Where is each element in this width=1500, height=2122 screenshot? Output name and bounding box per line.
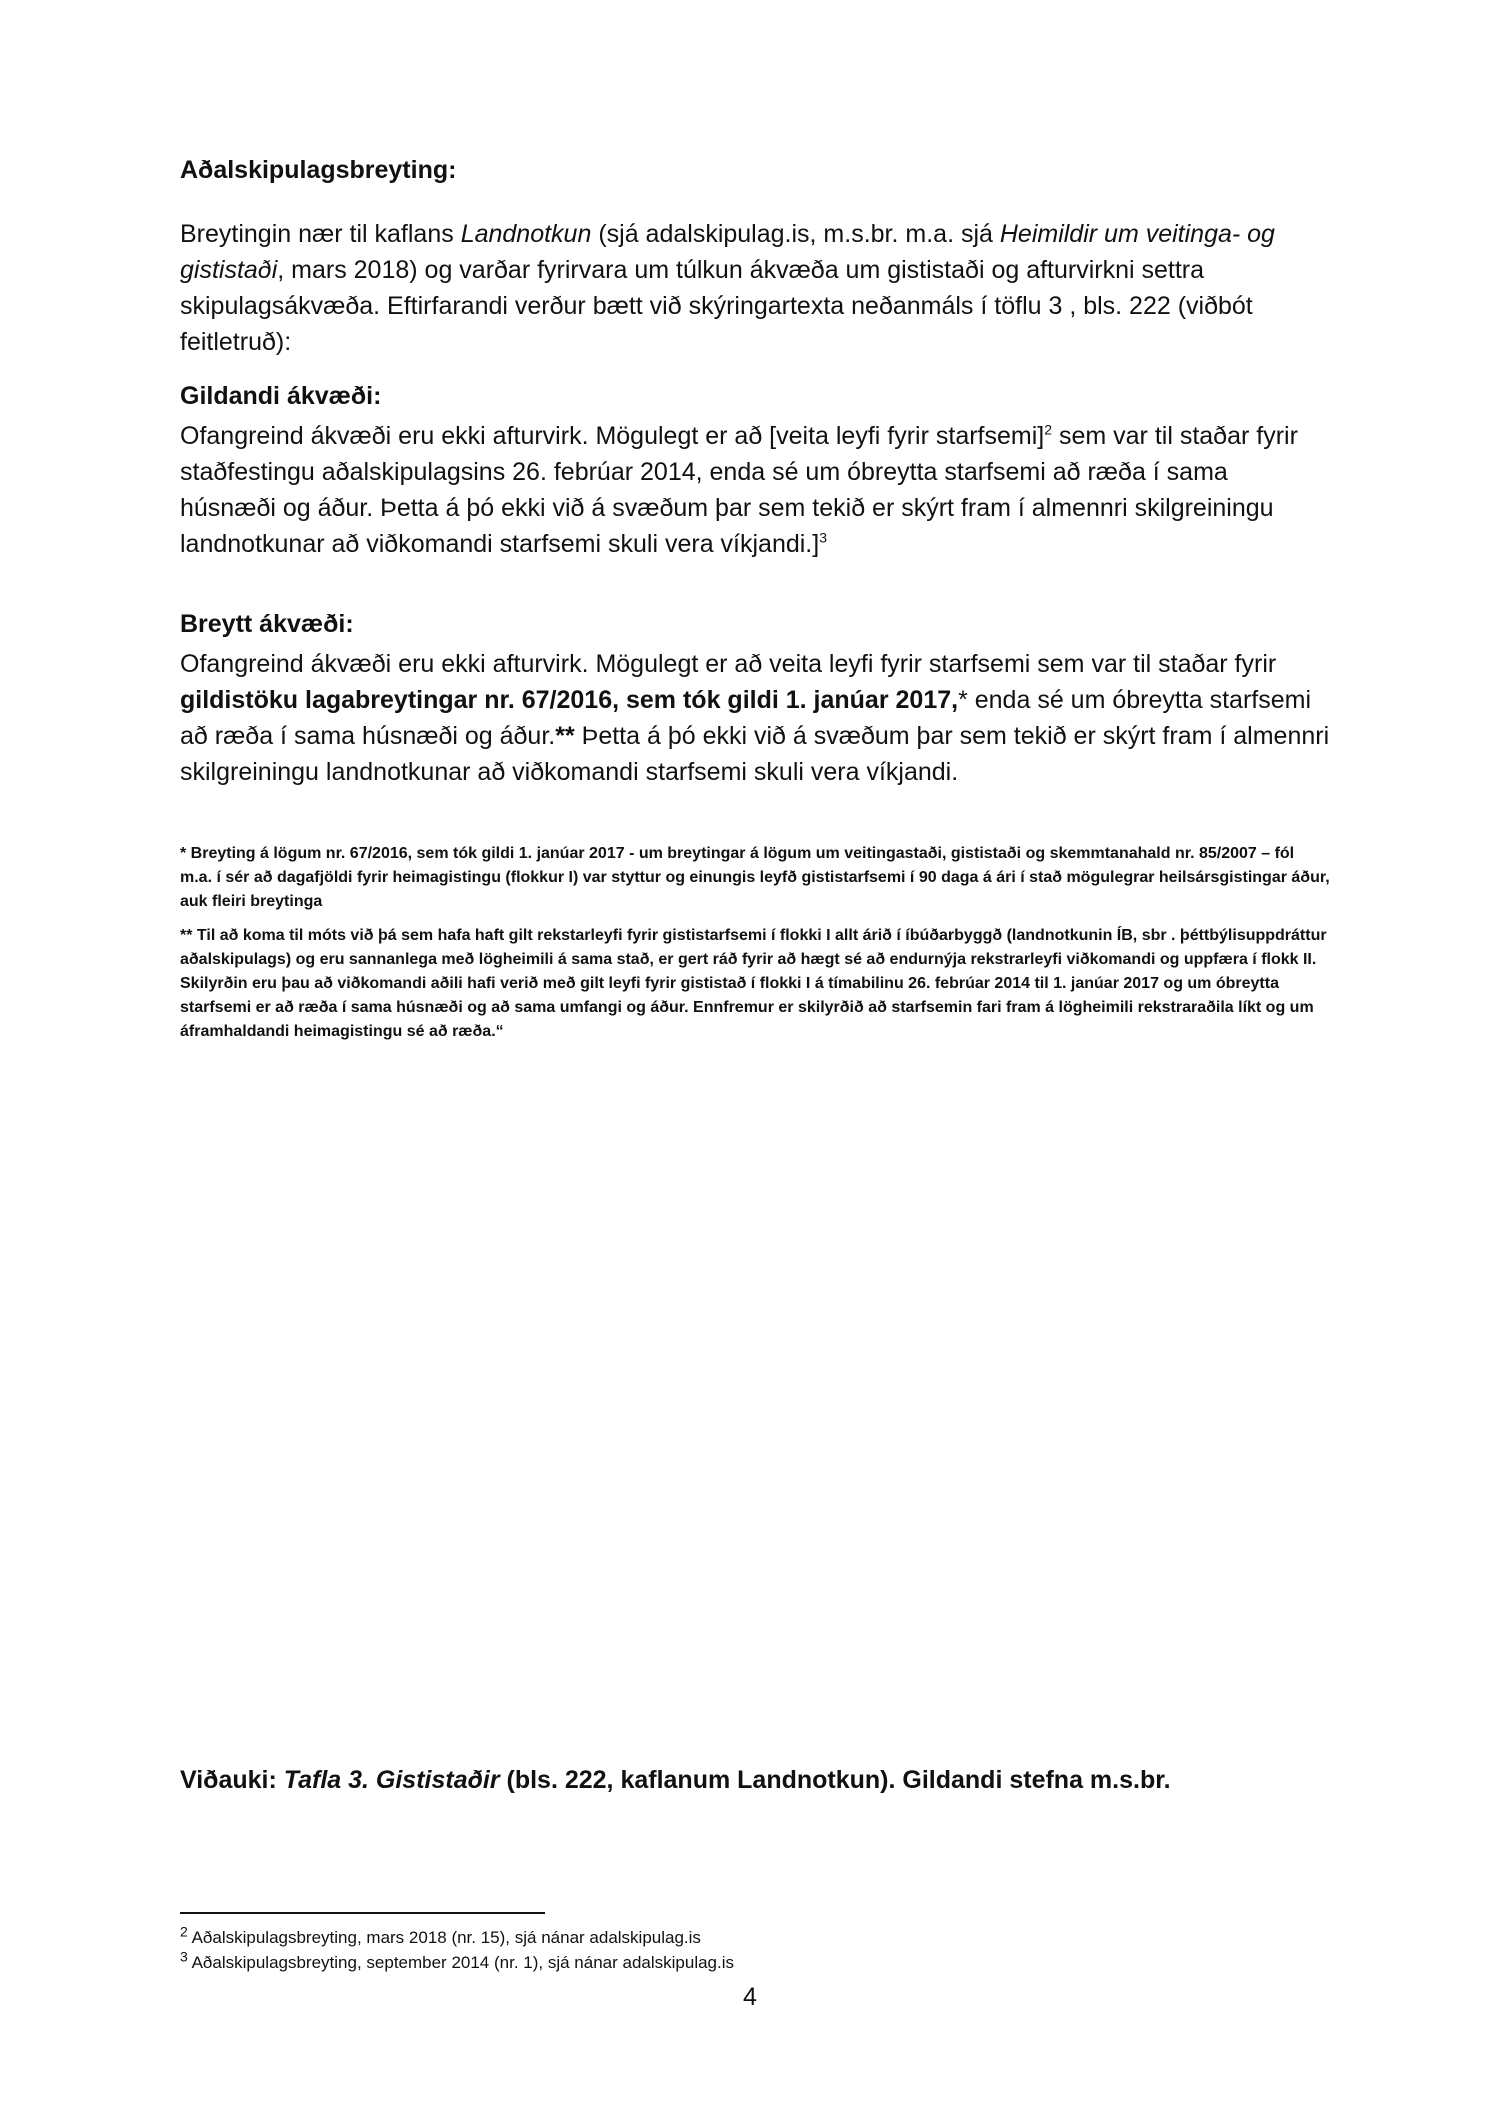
intro-italic-2: Heimildir um veitinga- og gististaði bbox=[180, 220, 1275, 284]
footnote-ref-2: 2 bbox=[1044, 421, 1053, 438]
breytt-bold-1: gildistöku lagabreytingar nr. 67/2016, sem tók gildi 1. janúar 2017, bbox=[180, 686, 959, 714]
intro-paragraph bbox=[180, 216, 1330, 360]
page-heading: Aðalskipulagsbreyting: bbox=[180, 156, 457, 184]
gildandi-heading: Gildandi ákvæði: bbox=[180, 382, 382, 410]
footnote-ref-3: 3 bbox=[819, 529, 827, 546]
footnote-2 bbox=[180, 1923, 1330, 1949]
gildandi-text-2: sem var til staðar fyrir staðfestingu aðalskipulagsins 26. febrúar 2014, enda sé um óbreytta starfsemi að ræða í sama húsnæði og áður. Þetta á þó ekki við á svæðum þar sem tekið er skýrt fram í almennri skilgreiningu landnotkunar að viðkomandi starfsemi skuli vera víkjandi.] bbox=[180, 422, 1298, 558]
breytt-heading: Breytt ákvæði: bbox=[180, 610, 354, 638]
appendix-rest: (bls. 222, kaflanum Landnotkun). Gildandi stefna m.s.br. bbox=[499, 1766, 1171, 1794]
breytt-bold-2: ** bbox=[555, 722, 575, 750]
footnote-3 bbox=[180, 1948, 1330, 1974]
intro-italic-1: Landnotkun bbox=[460, 220, 592, 248]
footnote-3-text: Aðalskipulagsbreyting, september 2014 (nr. 1), sjá nánar adalskipulag.is bbox=[187, 1953, 735, 1972]
breytt-text-3: Þetta á þó ekki við á svæðum þar sem tekið er skýrt fram í almennri skilgreiningu landnotkunar að viðkomandi starfsemi skuli vera víkjandi. bbox=[180, 722, 1330, 786]
gildandi-text-1: Ofangreind ákvæði eru ekki afturvirk. Mögulegt er að [veita leyfi fyrir starfsemi] bbox=[180, 422, 1045, 450]
intro-text-1: Breytingin nær til kaflans bbox=[180, 220, 461, 248]
appendix-table-name: Tafla 3. Gististaðir bbox=[283, 1766, 500, 1794]
note-single-star: * Breyting á lögum nr. 67/2016, sem tók gildi 1. janúar 2017 - um breytingar á lögum um veitingastaði, gististaði og skemmtanahald nr. 85/2007 – fól m.a. í sér að dagafjöldi fyrir heimagistingu (flokkur I) var styttur og einungis leyfð gististarfsemi í 90 daga á ári í stað mögulegrar heilsársgistingar áður, auk fleiri breytinga bbox=[180, 845, 1330, 910]
footnote-2-text: Aðalskipulagsbreyting, mars 2018 (nr. 15), sjá nánar adalskipulag.is bbox=[187, 1928, 701, 1947]
page-number: 4 bbox=[743, 1983, 757, 2011]
breytt-text-1: Ofangreind ákvæði eru ekki afturvirk. Mögulegt er að veita leyfi fyrir starfsemi sem var til staðar fyrir bbox=[180, 650, 1277, 678]
footnote-2-number: 2 bbox=[180, 1923, 188, 1940]
intro-text-3: , mars 2018) og varðar fyrirvara um túlkun ákvæða um gististaði og afturvirkni settra skipulagsákvæða. Eftirfarandi verður bætt við skýringartexta neðanmáls í töflu 3 , bls. 222 (viðbót feitletruð): bbox=[180, 256, 1253, 356]
breytt-paragraph bbox=[180, 646, 1330, 790]
footnote-3-number: 3 bbox=[180, 1948, 188, 1965]
breytt-text-2: * enda sé um óbreytta starfsemi að ræða í sama húsnæði og áður. bbox=[180, 686, 1312, 750]
footnote-divider bbox=[180, 1912, 545, 1914]
appendix-title bbox=[180, 1762, 1330, 1798]
gildandi-paragraph bbox=[180, 418, 1330, 562]
note-double-star: ** Til að koma til móts við þá sem hafa haft gilt rekstarleyfi fyrir gististarfsemi í flokki I allt árið í íbúðarbyggð (landnotkunin ÍB, sbr . þéttbýlisuppdráttur aðalskipulags) og eru sannanlega með lögheimili á sama stað, er gert ráð fyrir að hægt sé að endurnýja rekstrarleyfi viðkomandi og uppfæra í flokk II. Skilyrðin eru þau að viðkomandi aðili hafi verið með gilt leyfi fyrir gististað í flokki I á tímabilinu 26. febrúar 2014 til 1. janúar 2017 og um óbreytta starfsemi er að ræða í sama húsnæði og að sama umfangi og áður. Ennfremur er skilyrðið að starfsemin fari fram á lögheimili rekstraraðila líkt og um áframhaldandi heimagistingu sé að ræða.“ bbox=[180, 927, 1327, 1040]
appendix-label: Viðauki: bbox=[180, 1766, 284, 1794]
intro-text-2: (sjá adalskipulag.is, m.s.br. m.a. sjá bbox=[591, 220, 1000, 248]
